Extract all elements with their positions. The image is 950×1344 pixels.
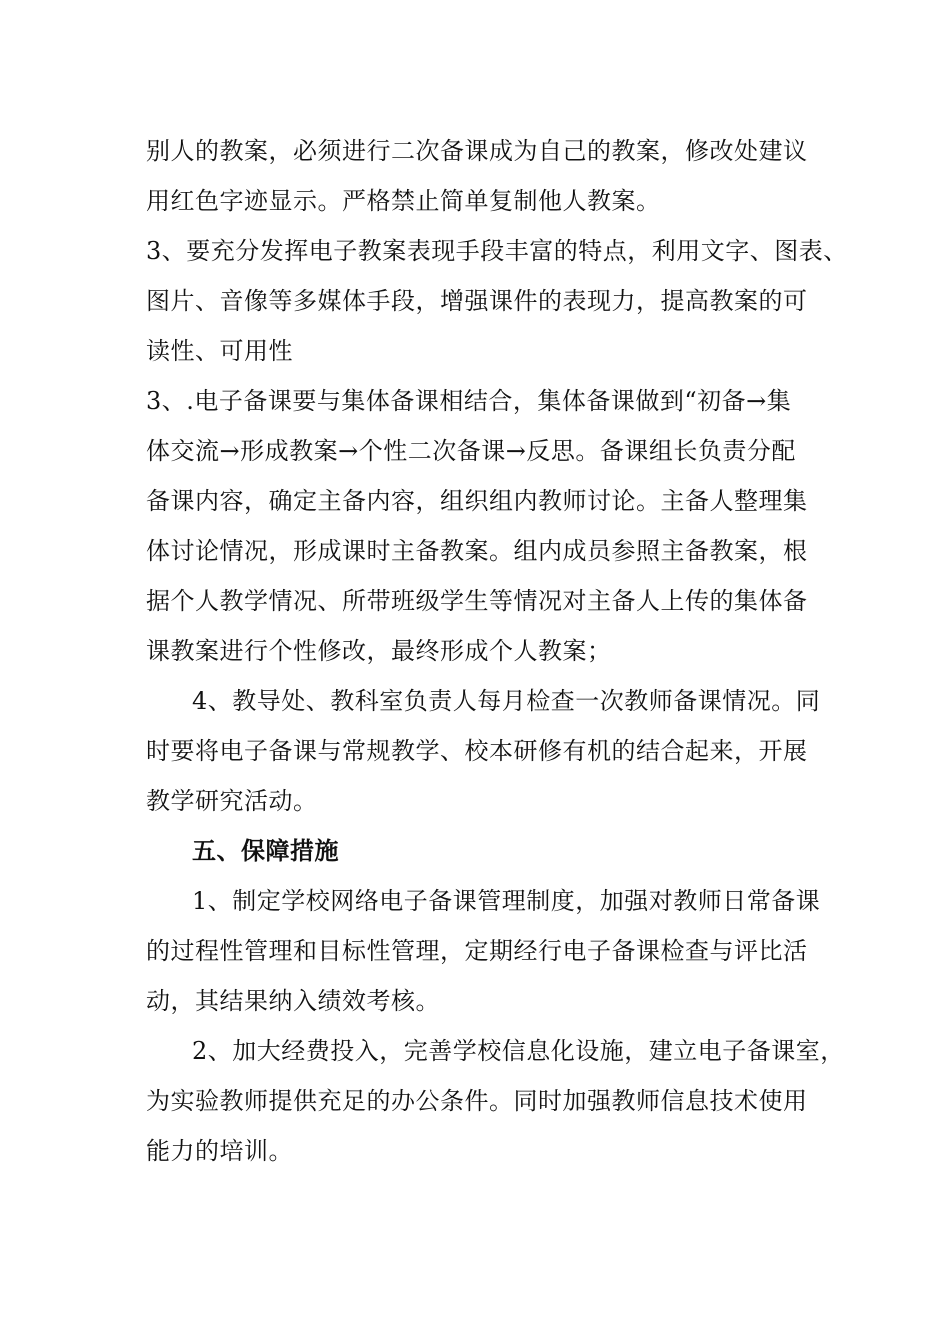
section-heading: 五、保障措施 xyxy=(192,836,339,865)
paragraph-line: 4、教导处、教科室负责人每月检查一次教师备课情况。同 xyxy=(192,687,821,715)
paragraph-line: 时要将电子备课与常规教学、校本研修有机的结合起来，开展 xyxy=(146,737,808,765)
paragraph-line: 图片、音像等多媒体手段，增强课件的表现力，提高教案的可 xyxy=(146,287,808,315)
paragraph-line: 体讨论情况，形成课时主备教案。组内成员参照主备教案，根 xyxy=(146,537,808,565)
paragraph-line: 备课内容，确定主备内容，组织组内教师讨论。主备人整理集 xyxy=(146,487,808,515)
paragraph-line: 3、要充分发挥电子教案表现手段丰富的特点，利用文字、图表、 xyxy=(146,237,848,265)
paragraph-line: 体交流→形成教案→个性二次备课→反思。备课组长负责分配 xyxy=(146,437,796,465)
paragraph-line: 课教案进行个性修改，最终形成个人教案； xyxy=(146,637,612,665)
paragraph-line: 别人的教案，必须进行二次备课成为自己的教案，修改处建议 xyxy=(146,137,808,165)
paragraph-line: 用红色字迹显示。严格禁止简单复制他人教案。 xyxy=(146,187,661,215)
paragraph-line: 教学研究活动。 xyxy=(146,787,318,815)
paragraph-line: 动，其结果纳入绩效考核。 xyxy=(146,987,440,1015)
paragraph-line: 3、.电子备课要与集体备课相结合，集体备课做到“初备→集 xyxy=(146,387,792,415)
paragraph-line: 读性、可用性 xyxy=(146,337,293,365)
paragraph-line: 2、加大经费投入，完善学校信息化设施，建立电子备课室， xyxy=(192,1037,845,1065)
paragraph-line: 的过程性管理和目标性管理，定期经行电子备课检查与评比活 xyxy=(146,937,808,965)
paragraph-line: 为实验教师提供充足的办公条件。同时加强教师信息技术使用 xyxy=(146,1087,808,1115)
paragraph-line: 1、制定学校网络电子备课管理制度，加强对教师日常备课 xyxy=(192,887,821,915)
paragraph-line: 据个人教学情况、所带班级学生等情况对主备人上传的集体备 xyxy=(146,587,808,615)
paragraph-line: 能力的培训。 xyxy=(146,1137,293,1165)
